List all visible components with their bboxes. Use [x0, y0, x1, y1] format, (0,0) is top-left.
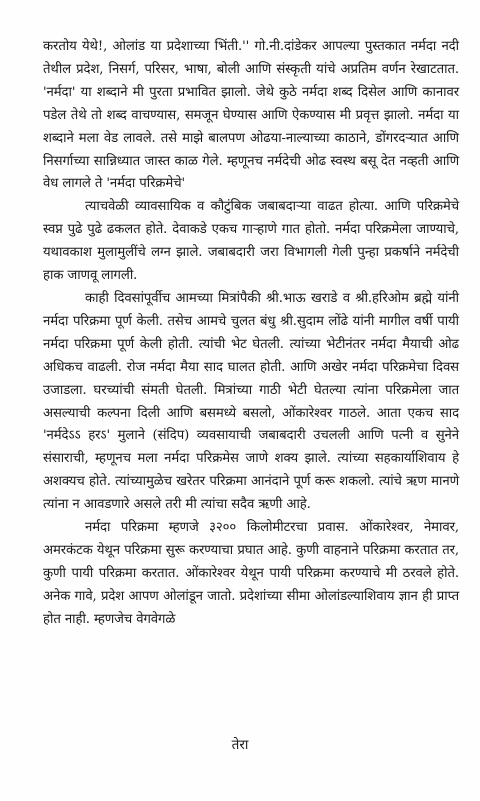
paragraph-continued: करतोय येथे!, ओलांड या प्रदेशाच्या भिंती.'' गो.नी.दांडेकर आपल्या पुस्तकात नर्मदा नदी तेथील प्रदेश, निसर्ग, परिसर, भाषा, बोली आणि संस्कृती यांचे अप्रतिम वर्णन रेखाटतात. 'नर्मदा' या शब्दाने मी पुरता प्रभावित झालो. जेथे कुठे नर्मदा शब्द दिसेल आणि कानावर पडेल तेथे तो शब्द वाचण्यास, समजून घेण्यास आणि ऐकण्यास मी प्रवृत्त झालो. नर्मदा या शब्दाने मला वेड लावले. तसे माझे बालपण ओढया-नाल्याच्या काठाने, डोंगरदऱ्यात आणि निसर्गाच्या सान्निध्यात जास्त काळ गेले. म्हणूनच नर्मदेची ओढ स्वस्थ बसू देत नव्हती आणि वेध लागले ते 'नर्मदा परिक्रमेचे': [43, 39, 459, 192]
page-number: तेरा: [231, 737, 249, 753]
body-text: [43, 36, 459, 632]
paragraph: नर्मदा परिक्रमा म्हणजे ३२०० किलोमीटरचा प्रवास. ओंकारेश्वर, नेमावर, अमरकंटक येथून परिक्रमा सुरू करण्याचा प्रघात आहे. कुणी वाहनाने परिक्रमा करतात तर, कुणी पायी परिक्रमा करतात. ओंकारेश्वर येथून पायी परिक्रमा करण्याचे मी ठरवले होते. अनेक गावे, प्रदेश आपण ओलांडून जातो. प्रदेशांच्या सीमा ओलांडल्याशिवाय ज्ञान ही प्राप्त होत नाही. म्हणजेच वेगवेगळे: [43, 520, 459, 627]
paragraph: त्याचवेळी व्यावसायिक व कौटुंबिक जबाबदाऱ्या वाढत होत्या. आणि परिक्रमेचे स्वप्न पुढे पुढे ढकलत होते. देवाकडे एकच गाऱ्हाणे गात होतो. नर्मदा परिक्रमेला जाण्याचे, यथावकाश मुलामुलींचे लग्न झाले. जबाबदारी जरा विभागली गेली पुन्हा प्रकर्षाने नर्मदेची हाक जाणवू लागली.: [43, 199, 459, 284]
paragraph: काही दिवसांपूर्वीच आमच्या मित्रांपैकी श्री.भाऊ खराडे व श्री.हरिओम ब्रह्मे यांनी नर्मदा परिक्रमा पूर्ण केली. तसेच आमचे चुलत बंधु श्री.सुदाम लोंढे यांनी मागील वर्षी पायी नर्मदा परिक्रमा पूर्ण केली होती. त्यांची भेट घेतली. त्यांच्या भेटीनंतर नर्मदा मैयाची ओढ अधिकच वाढली. रोज नर्मदा मैया साद घालत होती. आणि अखेर नर्मदा परिक्रमेचा दिवस उजाडला. घरच्यांची संमती घेतली. मित्रांच्या गाठी भेटी घेतल्या त्यांना परिक्रमेला जात असल्याची कल्पना दिली आणि बसमध्ये बसलो, ओंकारेश्वर गाठले. आता एकच साद 'नर्मदेऽऽ हरऽ' मुलाने (संदिप) व्यवसायाची जबाबदारी उचलली आणि पत्नी व सुनेने संसाराची, म्हणूनच मला नर्मदा परिक्रमेस जाणे शक्य झाले. त्यांच्या सहकार्याशिवाय हे अशक्यच होते. त्यांच्यामुळेच खरेतर परिक्रमा आनंदाने पूर्ण करू शकलो. त्यांचे ऋण मानणे त्यांना न आवडणारे असले तरी मी त्यांचा सदैव ऋणी आहे.: [43, 290, 459, 513]
